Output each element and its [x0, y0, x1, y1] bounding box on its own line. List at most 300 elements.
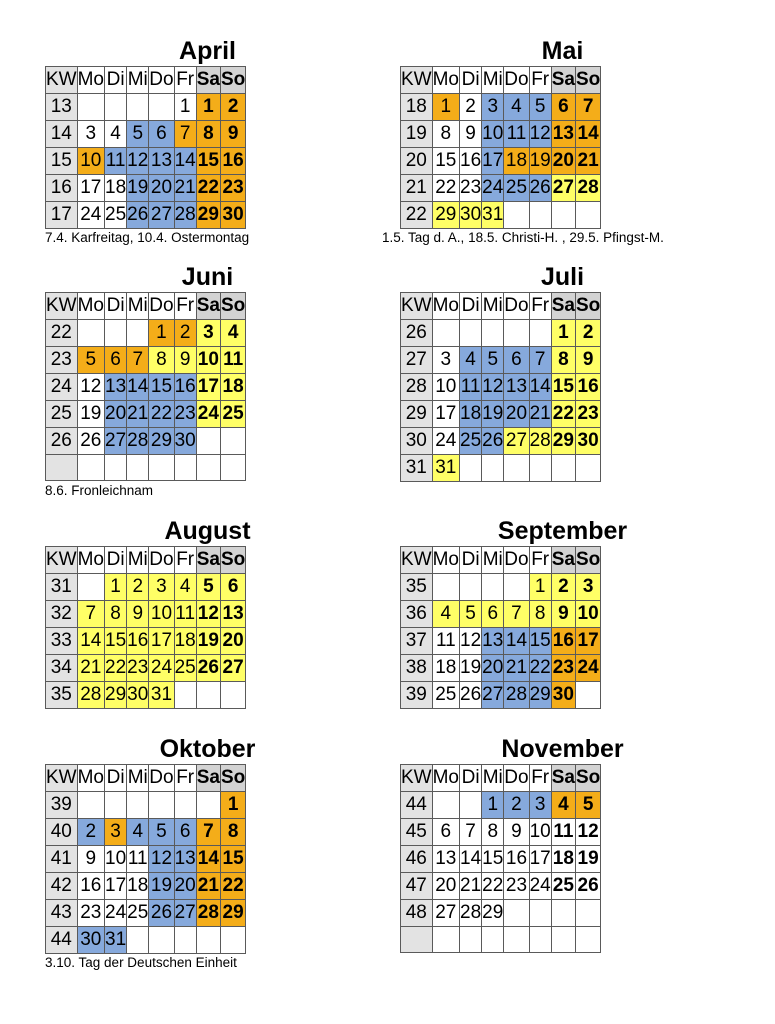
day-cell: 3 [432, 347, 459, 374]
day-cell [220, 682, 245, 709]
weekday-header: Do [149, 67, 174, 94]
day-cell [504, 320, 529, 347]
day-cell: 16 [220, 148, 245, 175]
weekday-header: Mi [482, 67, 504, 94]
day-cell [196, 682, 220, 709]
day-cell: 24 [575, 655, 600, 682]
weekday-header: Do [149, 293, 174, 320]
day-cell: 27 [551, 175, 575, 202]
week-number: 43 [46, 900, 78, 927]
weekday-header: So [575, 765, 600, 792]
weekday-header: Mo [77, 547, 104, 574]
weekday-header: Do [504, 765, 529, 792]
day-cell: 3 [77, 121, 104, 148]
week-number: 29 [401, 401, 433, 428]
day-cell: 2 [504, 792, 529, 819]
day-cell: 14 [127, 374, 149, 401]
day-cell: 9 [551, 601, 575, 628]
week-row [46, 148, 246, 175]
day-cell: 31 [482, 202, 504, 229]
day-cell [504, 455, 529, 482]
day-cell [196, 455, 220, 481]
day-cell: 5 [529, 94, 551, 121]
kw-header: KW [46, 67, 78, 94]
weekday-header: Mo [432, 67, 459, 94]
month-title: Mai [541, 37, 584, 65]
day-cell [482, 455, 504, 482]
day-cell: 30 [575, 428, 600, 455]
day-cell: 13 [220, 601, 245, 628]
day-cell: 18 [551, 846, 575, 873]
day-cell: 4 [174, 574, 196, 601]
day-cell: 30 [220, 202, 245, 229]
week-row [46, 655, 246, 682]
day-cell: 21 [127, 401, 149, 428]
week-row [46, 900, 246, 927]
day-cell: 9 [460, 121, 482, 148]
weekday-header: Fr [174, 67, 196, 94]
day-cell: 15 [105, 628, 127, 655]
holiday-note: 7.4. Karfreitag, 10.4. Ostermontag [45, 230, 250, 245]
weekday-header-row [401, 765, 601, 792]
weekday-header: Do [504, 547, 529, 574]
day-cell: 6 [482, 601, 504, 628]
week-number: 32 [46, 601, 78, 628]
day-cell [529, 320, 551, 347]
week-number: 24 [46, 374, 78, 401]
day-cell: 19 [482, 401, 504, 428]
week-row [401, 455, 601, 482]
day-cell [127, 320, 149, 347]
day-cell: 16 [504, 846, 529, 873]
day-cell: 7 [174, 121, 196, 148]
weekday-header: So [220, 67, 245, 94]
day-cell [77, 455, 104, 481]
weekday-header: Mo [432, 293, 459, 320]
day-cell: 28 [460, 900, 482, 927]
weekday-header: Fr [174, 765, 196, 792]
weekday-header: So [575, 293, 600, 320]
day-cell: 15 [529, 628, 551, 655]
weekday-header: Sa [551, 547, 575, 574]
week-number: 26 [46, 428, 78, 455]
day-cell: 3 [105, 819, 127, 846]
weekday-header: Di [460, 67, 482, 94]
day-cell: 30 [77, 927, 104, 954]
day-cell: 28 [504, 682, 529, 709]
week-row [401, 601, 601, 628]
weekday-header: Sa [551, 765, 575, 792]
day-cell: 9 [220, 121, 245, 148]
day-cell: 15 [220, 846, 245, 873]
day-cell: 19 [575, 846, 600, 873]
day-cell [149, 94, 174, 121]
weekday-header: Fr [529, 293, 551, 320]
week-row [401, 628, 601, 655]
day-cell [575, 682, 600, 709]
day-cell [127, 927, 149, 954]
day-cell: 19 [127, 175, 149, 202]
day-cell: 21 [575, 148, 600, 175]
day-cell: 13 [174, 846, 196, 873]
day-cell: 28 [529, 428, 551, 455]
day-cell: 8 [220, 819, 245, 846]
day-cell: 11 [504, 121, 529, 148]
day-cell: 27 [220, 655, 245, 682]
day-cell: 26 [127, 202, 149, 229]
day-cell: 26 [575, 873, 600, 900]
day-cell: 14 [575, 121, 600, 148]
day-cell: 29 [220, 900, 245, 927]
week-number: 41 [46, 846, 78, 873]
day-cell: 20 [220, 628, 245, 655]
week-number: 18 [401, 94, 433, 121]
day-cell: 17 [196, 374, 220, 401]
day-cell [460, 455, 482, 482]
day-cell: 22 [220, 873, 245, 900]
kw-header: KW [401, 293, 433, 320]
day-cell: 12 [482, 374, 504, 401]
week-number: 38 [401, 655, 433, 682]
day-cell: 6 [432, 819, 459, 846]
day-cell: 2 [127, 574, 149, 601]
week-number: 26 [401, 320, 433, 347]
day-cell: 2 [77, 819, 104, 846]
weekday-header: Fr [529, 765, 551, 792]
day-cell: 16 [174, 374, 196, 401]
day-cell: 4 [220, 320, 245, 347]
day-cell [196, 792, 220, 819]
week-number: 46 [401, 846, 433, 873]
day-cell: 29 [529, 682, 551, 709]
day-cell: 11 [432, 628, 459, 655]
weekday-header: Mi [127, 765, 149, 792]
day-cell: 17 [529, 846, 551, 873]
week-number: 31 [401, 455, 433, 482]
day-cell: 25 [551, 873, 575, 900]
day-cell: 9 [575, 347, 600, 374]
day-cell: 16 [551, 628, 575, 655]
day-cell: 22 [105, 655, 127, 682]
day-cell: 11 [220, 347, 245, 374]
day-cell: 23 [575, 401, 600, 428]
week-number: 33 [46, 628, 78, 655]
day-cell: 2 [551, 574, 575, 601]
week-number: 45 [401, 819, 433, 846]
day-cell: 2 [575, 320, 600, 347]
day-cell: 15 [196, 148, 220, 175]
day-cell: 1 [105, 574, 127, 601]
weekday-header: Do [504, 67, 529, 94]
day-cell: 5 [482, 347, 504, 374]
week-row [401, 121, 601, 148]
day-cell [551, 900, 575, 927]
day-cell: 30 [551, 682, 575, 709]
weekday-header: Sa [551, 293, 575, 320]
week-row [46, 628, 246, 655]
day-cell: 24 [149, 655, 174, 682]
weekday-header: Mi [127, 293, 149, 320]
day-cell: 30 [127, 682, 149, 709]
day-cell: 5 [127, 121, 149, 148]
weekday-header: Sa [196, 765, 220, 792]
week-row [401, 428, 601, 455]
weekday-header: Mo [77, 293, 104, 320]
day-cell: 3 [575, 574, 600, 601]
day-cell: 17 [482, 148, 504, 175]
day-cell: 6 [504, 347, 529, 374]
day-cell [504, 574, 529, 601]
day-cell: 11 [460, 374, 482, 401]
day-cell: 22 [149, 401, 174, 428]
weekday-header: Di [105, 547, 127, 574]
day-cell [149, 792, 174, 819]
week-row [46, 428, 246, 455]
week-row [401, 148, 601, 175]
day-cell: 13 [432, 846, 459, 873]
day-cell: 23 [460, 175, 482, 202]
day-cell: 24 [77, 202, 104, 229]
weekday-header: Sa [196, 67, 220, 94]
month-title: Oktober [159, 735, 256, 763]
day-cell: 1 [529, 574, 551, 601]
week-number: 40 [46, 819, 78, 846]
kw-header: KW [46, 547, 78, 574]
holiday-note: 3.10. Tag der Deutschen Einheit [45, 955, 237, 970]
day-cell [575, 927, 600, 953]
day-cell: 21 [460, 873, 482, 900]
week-number: 27 [401, 347, 433, 374]
day-cell: 31 [149, 682, 174, 709]
month-grid [400, 66, 601, 229]
day-cell: 26 [482, 428, 504, 455]
day-cell [432, 792, 459, 819]
day-cell [196, 927, 220, 954]
weekday-header: Sa [196, 293, 220, 320]
day-cell [551, 202, 575, 229]
day-cell [432, 927, 459, 953]
week-number [46, 455, 78, 481]
day-cell: 3 [529, 792, 551, 819]
day-cell: 22 [551, 401, 575, 428]
day-cell: 14 [529, 374, 551, 401]
day-cell: 4 [460, 347, 482, 374]
day-cell [575, 900, 600, 927]
week-row [46, 792, 246, 819]
day-cell: 29 [482, 900, 504, 927]
week-number: 17 [46, 202, 78, 229]
day-cell: 14 [77, 628, 104, 655]
week-number: 31 [46, 574, 78, 601]
day-cell: 8 [482, 819, 504, 846]
month-grid [400, 764, 601, 953]
day-cell: 1 [482, 792, 504, 819]
month-title: Juni [181, 263, 234, 291]
week-number: 22 [401, 202, 433, 229]
day-cell [482, 574, 504, 601]
month-grid [400, 292, 601, 482]
day-cell [127, 94, 149, 121]
day-cell: 6 [220, 574, 245, 601]
month-title: April [179, 37, 236, 65]
day-cell: 4 [504, 94, 529, 121]
day-cell: 2 [220, 94, 245, 121]
week-row [46, 347, 246, 374]
day-cell: 10 [105, 846, 127, 873]
month-title: August [164, 517, 251, 545]
day-cell: 25 [127, 900, 149, 927]
day-cell [77, 94, 104, 121]
day-cell: 17 [575, 628, 600, 655]
day-cell: 5 [149, 819, 174, 846]
day-cell: 17 [77, 175, 104, 202]
day-cell [196, 428, 220, 455]
day-cell [149, 927, 174, 954]
day-cell: 10 [149, 601, 174, 628]
day-cell: 18 [504, 148, 529, 175]
day-cell: 4 [551, 792, 575, 819]
day-cell: 7 [575, 94, 600, 121]
weekday-header-row [401, 293, 601, 320]
day-cell: 20 [432, 873, 459, 900]
weekday-header: Mo [432, 765, 459, 792]
day-cell: 12 [196, 601, 220, 628]
day-cell: 6 [551, 94, 575, 121]
week-number: 47 [401, 873, 433, 900]
month-grid [400, 546, 601, 709]
day-cell: 15 [551, 374, 575, 401]
day-cell: 22 [529, 655, 551, 682]
day-cell: 18 [220, 374, 245, 401]
day-cell: 13 [504, 374, 529, 401]
day-cell: 10 [77, 148, 104, 175]
day-cell: 11 [127, 846, 149, 873]
day-cell: 13 [149, 148, 174, 175]
day-cell: 1 [196, 94, 220, 121]
day-cell: 22 [432, 175, 459, 202]
day-cell: 12 [77, 374, 104, 401]
weekday-header: Mi [127, 67, 149, 94]
day-cell: 29 [105, 682, 127, 709]
week-row [401, 655, 601, 682]
day-cell: 28 [174, 202, 196, 229]
day-cell: 25 [220, 401, 245, 428]
week-row [46, 873, 246, 900]
day-cell: 9 [174, 347, 196, 374]
day-cell: 4 [432, 601, 459, 628]
week-row [46, 175, 246, 202]
week-row [401, 347, 601, 374]
weekday-header: Mi [127, 547, 149, 574]
holiday-note: 1.5. Tag d. A., 18.5. Christi-H. , 29.5. Pfingst-M. [382, 230, 664, 245]
day-cell: 16 [575, 374, 600, 401]
day-cell: 19 [196, 628, 220, 655]
week-row [401, 873, 601, 900]
day-cell [105, 94, 127, 121]
day-cell: 7 [460, 819, 482, 846]
day-cell [174, 682, 196, 709]
day-cell [105, 320, 127, 347]
day-cell: 2 [174, 320, 196, 347]
day-cell [482, 927, 504, 953]
week-number: 22 [46, 320, 78, 347]
day-cell [105, 792, 127, 819]
day-cell: 1 [174, 94, 196, 121]
weekday-header-row [46, 547, 246, 574]
day-cell [127, 455, 149, 481]
day-cell: 20 [482, 655, 504, 682]
day-cell [105, 455, 127, 481]
day-cell: 4 [127, 819, 149, 846]
day-cell: 5 [460, 601, 482, 628]
weekday-header: Fr [174, 293, 196, 320]
week-number: 35 [46, 682, 78, 709]
weekday-header: Fr [529, 547, 551, 574]
week-number: 44 [401, 792, 433, 819]
day-cell: 1 [149, 320, 174, 347]
day-cell: 1 [551, 320, 575, 347]
week-row [46, 374, 246, 401]
day-cell: 6 [105, 347, 127, 374]
week-row [46, 320, 246, 347]
month-title: November [501, 735, 624, 763]
week-row [46, 94, 246, 121]
week-row [401, 175, 601, 202]
day-cell: 10 [529, 819, 551, 846]
day-cell: 18 [105, 175, 127, 202]
day-cell: 11 [174, 601, 196, 628]
day-cell: 20 [105, 401, 127, 428]
day-cell: 4 [105, 121, 127, 148]
week-number: 48 [401, 900, 433, 927]
day-cell: 25 [504, 175, 529, 202]
day-cell: 20 [174, 873, 196, 900]
day-cell [174, 455, 196, 481]
day-cell: 31 [105, 927, 127, 954]
weekday-header: Do [149, 547, 174, 574]
day-cell: 14 [460, 846, 482, 873]
day-cell: 14 [174, 148, 196, 175]
day-cell: 22 [196, 175, 220, 202]
day-cell [432, 574, 459, 601]
week-row [401, 374, 601, 401]
day-cell: 9 [504, 819, 529, 846]
week-row [46, 682, 246, 709]
day-cell: 14 [504, 628, 529, 655]
day-cell [220, 428, 245, 455]
day-cell: 21 [196, 873, 220, 900]
week-number: 42 [46, 873, 78, 900]
day-cell: 27 [482, 682, 504, 709]
day-cell: 7 [529, 347, 551, 374]
day-cell: 11 [551, 819, 575, 846]
day-cell: 19 [529, 148, 551, 175]
week-number: 37 [401, 628, 433, 655]
day-cell: 24 [105, 900, 127, 927]
weekday-header: Di [460, 765, 482, 792]
day-cell: 28 [196, 900, 220, 927]
day-cell: 18 [460, 401, 482, 428]
day-cell [77, 320, 104, 347]
day-cell: 8 [196, 121, 220, 148]
weekday-header-row [46, 67, 246, 94]
day-cell: 12 [149, 846, 174, 873]
weekday-header: So [220, 293, 245, 320]
day-cell [529, 202, 551, 229]
week-row [46, 455, 246, 481]
day-cell: 29 [432, 202, 459, 229]
day-cell: 29 [551, 428, 575, 455]
